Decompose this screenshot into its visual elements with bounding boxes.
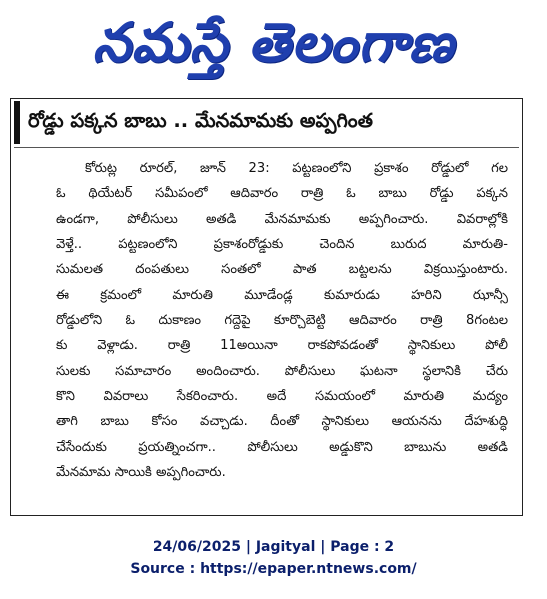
headline-accent-bar [14,101,20,144]
article-body-line: ఈ క్రమంలో మారుతి మూడేండ్ల కుమారుడు హరిని ఝాన్సీ [56,287,508,303]
article-body-line: చేసేందుకు ప్రయత్నించగా.. పోలీసులు అడ్డుకొని బాబును అతడి [56,439,508,455]
article-body-line: కొని వివరాలు సేకరించారు. అదే సమయంలో మారుతి మద్యం [56,389,508,405]
masthead-title: నమస్తే తెలంగాణ [92,10,455,74]
article-body-line: రోడ్డులోని ఓ దుకాణం గద్దెపై కూర్చొబెట్టి ఆదివారం రాత్రి 8గంటల [56,313,508,329]
article-body-line: వెళ్తే.. పట్టణంలోని ప్రకాశంరోడ్డుకు చెందిన బురుద మారుతి- [56,237,508,253]
article-body-line: తాగి బాబు కోసం వచ్చాడు. దీంతో స్థానికులు ఆయనను దేహశుద్ధి [56,414,508,430]
article-headline: రోడ్డు పక్కన బాబు .. మేనమామకు అప్పగింత [28,109,373,132]
headline-divider [14,147,519,148]
page-footer [0,536,547,580]
article-body-line: సుమలత దంపతులు సంతలో పాత బట్టలను విక్రయిస్తుంటారు. [56,262,508,278]
article-body-line: ఉండగా, పోలీసులు అతడి మేనమామకు అప్పగించారు. వివరాల్లోకి [56,211,508,227]
article-body-line: కోరుట్ల రూరల్, జూన్ 23: పట్టణంలోని ప్రకాశం రోడ్డులో గల [85,161,508,176]
article-body-line: ఓ థియేటర్ సమీపంలో ఆదివారం రాత్రి ఓ బాబు రోడ్డు పక్కన [56,186,508,202]
article-body-line: సులకు సమాచారం అందించారు. పోలీసులు ఘటనా స్థలానికి చేరు [56,363,508,379]
source-link[interactable]: Source : https://epaper.ntnews.com/ [130,561,417,577]
article-body-line: మేనమామ సాయికి అప్పగించారు. [56,465,226,481]
article-body [56,156,508,485]
masthead [0,0,547,84]
edition-meta: 24/06/2025 | Jagityal | Page : 2 [152,539,395,555]
article-body-line: కు వెళ్లాడు. రాత్రి 11అయినా రాకపోవడంతో స్థానికులు పోలీ [56,338,508,354]
